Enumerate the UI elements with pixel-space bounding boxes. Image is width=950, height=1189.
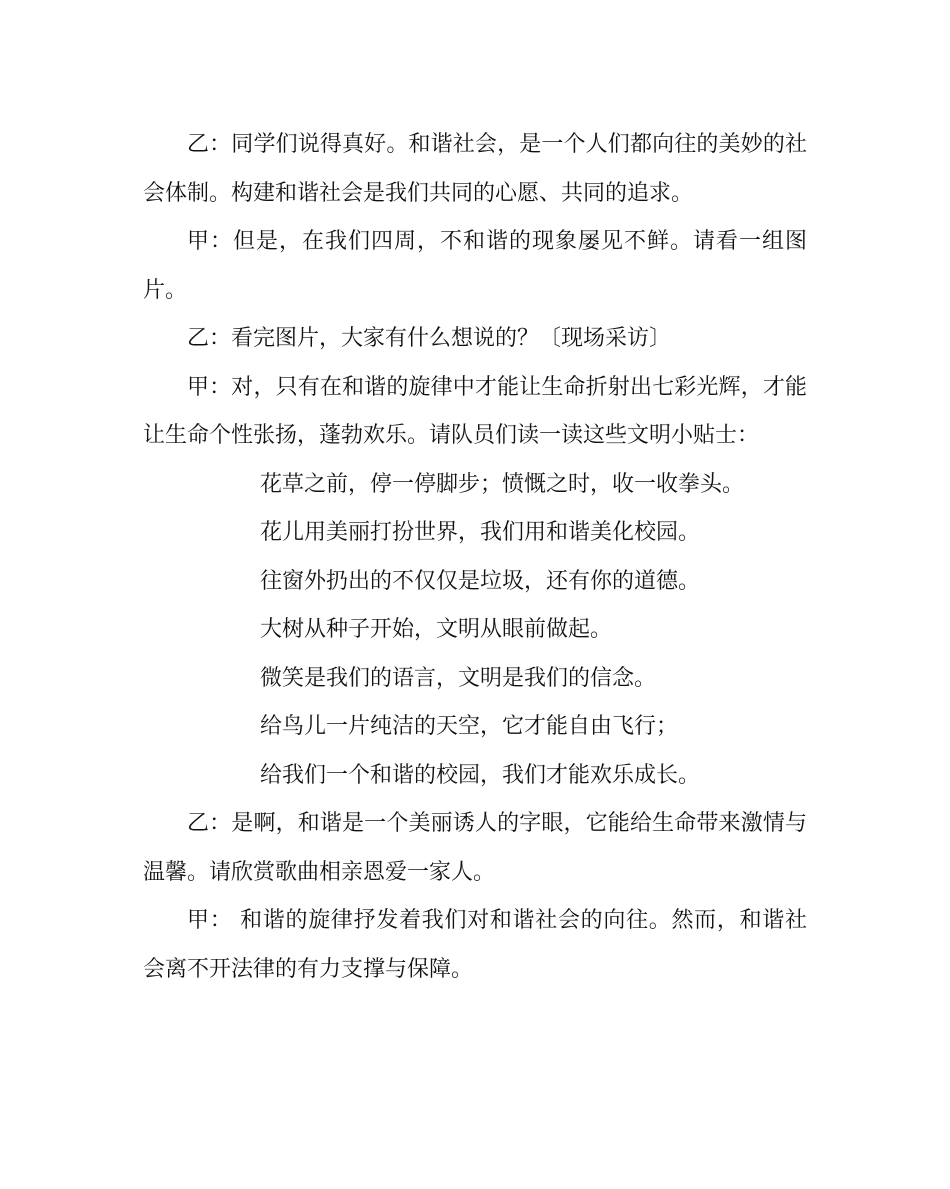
tip-line: 微笑是我们的语言，文明是我们的信念。 bbox=[260, 665, 657, 691]
paragraph-yi-interview: 乙：看完图片，大家有什么想说的？〔现场采访〕 bbox=[187, 326, 672, 351]
tip-line: 花草之前，停一停脚步；愤慨之时，收一收拳头。 bbox=[260, 471, 745, 497]
paragraph-yi-song: 乙：是啊，和谐是一个美丽诱人的字眼，它能给生命带来激情与温馨。请欣赏歌曲相亲恩爱一家人。 bbox=[143, 811, 807, 885]
tip-line: 花儿用美丽打扮世界，我们用和谐美化校园。 bbox=[260, 520, 701, 545]
paragraph-jia-pictures: 甲：但是，在我们四周，不和谐的现象屡见不鲜。请看一组图片。 bbox=[143, 229, 807, 303]
paragraph-jia-law: 甲： 和谐的旋律抒发着我们对和谐社会的向往。然而，和谐社会离不开法律的有力支撑与保障。 bbox=[143, 908, 807, 982]
tip-line: 大树从种子开始，文明从眼前做起。 bbox=[260, 617, 613, 642]
tip-line: 给鸟儿一片纯洁的天空，它才能自由飞行； bbox=[260, 714, 679, 739]
paragraph-jia-tips-intro: 甲：对，只有在和谐的旋律中才能让生命折射出七彩光辉，才能让生命个性张扬，蓬勃欢乐。请队员们读一读这些文明小贴士： bbox=[143, 374, 807, 448]
tip-line: 往窗外扔出的不仅仅是垃圾，还有你的道德。 bbox=[260, 568, 701, 594]
paragraph-yi-praise: 乙：同学们说得真好。和谐社会，是一个人们都向往的美妙的社会体制。构建和谐社会是我们共同的心愿、共同的追求。 bbox=[143, 132, 807, 206]
document-body bbox=[143, 121, 807, 994]
tip-line: 给我们一个和谐的校园，我们才能欢乐成长。 bbox=[260, 762, 701, 788]
